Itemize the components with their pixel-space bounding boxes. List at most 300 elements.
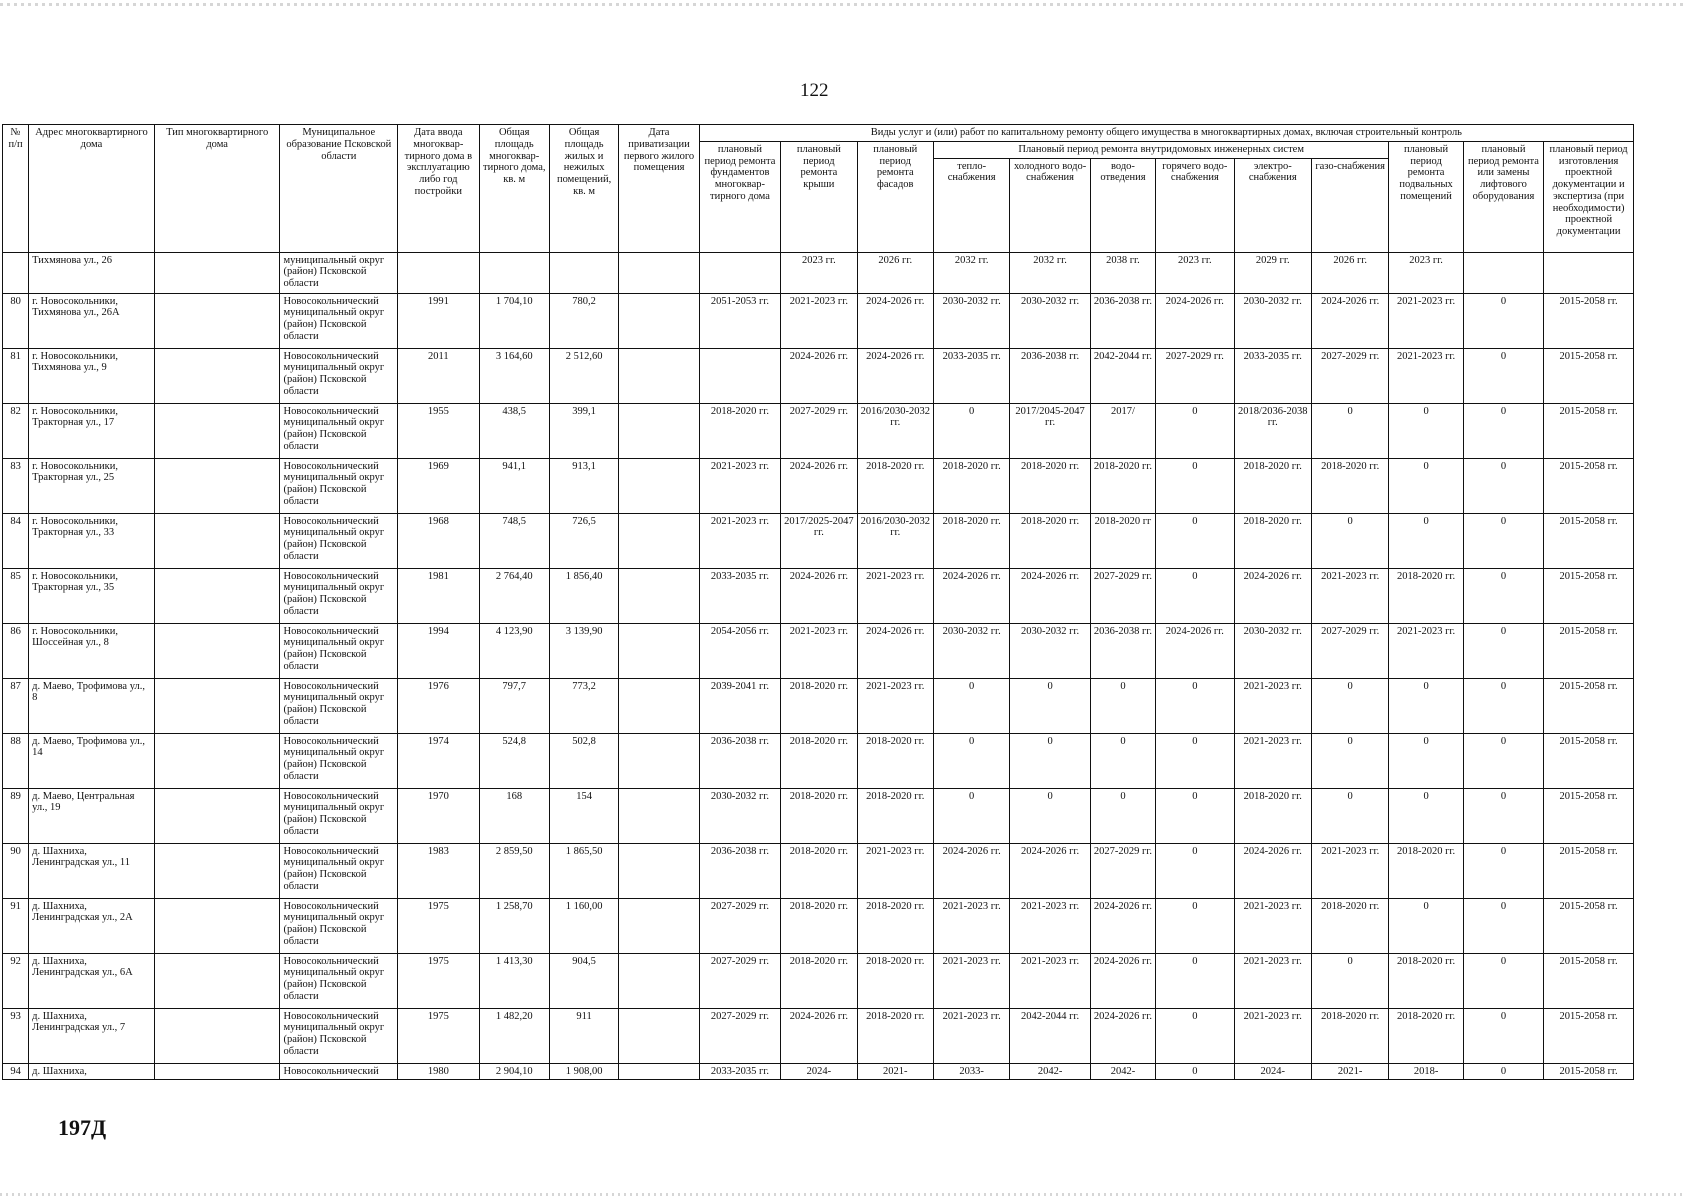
roof-cell: 2024-2026 гг. [781,568,857,623]
roof-cell: 2021-2023 гг. [781,293,857,348]
row-number: 85 [3,568,29,623]
elevator-cell [1463,252,1543,293]
address-cell: г. Новосокольники, Тракторная ул., 17 [29,403,155,458]
foundation-cell: 2033-2035 гг. [699,568,780,623]
design-docs-cell: 2015-2058 гг. [1544,733,1634,788]
foundation-cell: 2027-2029 гг. [699,898,780,953]
header-gas: газо-снабжения [1311,158,1388,252]
address-cell: г. Новосокольники, Тракторная ул., 25 [29,458,155,513]
hot-water-cell: 0 [1156,843,1234,898]
table-row [3,458,1634,513]
living-area-cell: 1 856,40 [549,568,618,623]
total-area-cell [479,252,549,293]
sewer-cell: 2018-2020 гг. [1090,458,1155,513]
total-area-cell: 4 123,90 [479,623,549,678]
roof-cell: 2018-2020 гг. [781,898,857,953]
foundation-cell: 2021-2023 гг. [699,458,780,513]
electric-cell: 2018-2020 гг. [1234,788,1311,843]
table-header [3,125,1634,253]
sewer-cell: 2042- [1090,1063,1155,1080]
type-cell [154,1063,280,1080]
facade-cell: 2024-2026 гг. [857,293,933,348]
hot-water-cell: 2023 гг. [1156,252,1234,293]
address-cell: г. Новосокольники, Тихмянова ул., 26А [29,293,155,348]
roof-cell: 2023 гг. [781,252,857,293]
elevator-cell: 0 [1463,1063,1543,1080]
address-cell: д. Маево, Трофимова ул., 14 [29,733,155,788]
elevator-cell: 0 [1463,1008,1543,1063]
foundation-cell: 2033-2035 гг. [699,1063,780,1080]
electric-cell: 2033-2035 гг. [1234,348,1311,403]
address-cell: д. Маево, Трофимова ул., 8 [29,678,155,733]
living-area-cell: 502,8 [549,733,618,788]
cold-water-cell: 2018-2020 гг. [1010,513,1090,568]
row-number: 90 [3,843,29,898]
design-docs-cell: 2015-2058 гг. [1544,1008,1634,1063]
elevator-cell: 0 [1463,953,1543,1008]
table-body [3,252,1634,1080]
table-row [3,953,1634,1008]
sewer-cell: 2038 гг. [1090,252,1155,293]
privatization-date-cell [619,678,699,733]
elevator-cell: 0 [1463,733,1543,788]
cold-water-cell: 2017/2045-2047 гг. [1010,403,1090,458]
gas-cell: 0 [1311,953,1388,1008]
type-cell [154,733,280,788]
gas-cell: 0 [1311,788,1388,843]
roof-cell: 2018-2020 гг. [781,733,857,788]
header-total-area: Общая площадь многоквар-тирного дома, кв. м [479,125,549,253]
design-docs-cell: 2015-2058 гг. [1544,348,1634,403]
basement-cell: 2021-2023 гг. [1389,623,1463,678]
commission-date-cell: 1968 [398,513,479,568]
table-row [3,513,1634,568]
facade-cell: 2024-2026 гг. [857,348,933,403]
electric-cell: 2018-2020 гг. [1234,458,1311,513]
gas-cell: 2018-2020 гг. [1311,898,1388,953]
municipality-cell: Новосокольнический муниципальный округ (район) Псковской области [280,898,398,953]
cold-water-cell: 2042- [1010,1063,1090,1080]
living-area-cell: 773,2 [549,678,618,733]
facade-cell: 2021-2023 гг. [857,568,933,623]
row-number: 83 [3,458,29,513]
basement-cell: 0 [1389,678,1463,733]
design-docs-cell: 2015-2058 гг. [1544,843,1634,898]
total-area-cell: 797,7 [479,678,549,733]
hot-water-cell: 0 [1156,458,1234,513]
elevator-cell: 0 [1463,403,1543,458]
hot-water-cell: 0 [1156,953,1234,1008]
table-row [3,1063,1634,1080]
gas-cell: 2018-2020 гг. [1311,1008,1388,1063]
type-cell [154,788,280,843]
privatization-date-cell [619,1008,699,1063]
cold-water-cell: 0 [1010,678,1090,733]
foundation-cell: 2018-2020 гг. [699,403,780,458]
sewer-cell: 2024-2026 гг. [1090,898,1155,953]
row-number: 93 [3,1008,29,1063]
heat-cell: 2021-2023 гг. [933,898,1009,953]
commission-date-cell: 1969 [398,458,479,513]
hot-water-cell: 0 [1156,568,1234,623]
municipality-cell: Новосокольнический муниципальный округ (район) Псковской области [280,843,398,898]
facade-cell: 2026 гг. [857,252,933,293]
gas-cell: 2021-2023 гг. [1311,843,1388,898]
municipality-cell: муниципальный округ (район) Псковской области [280,252,398,293]
cold-water-cell: 2024-2026 гг. [1010,843,1090,898]
scan-edge-bottom [0,1193,1686,1196]
address-cell: г. Новосокольники, Тракторная ул., 33 [29,513,155,568]
row-number: 81 [3,348,29,403]
row-number: 86 [3,623,29,678]
row-number [3,252,29,293]
privatization-date-cell [619,1063,699,1080]
type-cell [154,403,280,458]
header-hot-water: горячего водо-снабжения [1156,158,1234,252]
address-cell: д. Шахниха, Ленинградская ул., 2А [29,898,155,953]
commission-date-cell: 1981 [398,568,479,623]
electric-cell: 2018-2020 гг. [1234,513,1311,568]
scan-edge-top [0,3,1686,6]
sewer-cell: 2027-2029 гг. [1090,568,1155,623]
facade-cell: 2018-2020 гг. [857,733,933,788]
total-area-cell: 2 904,10 [479,1063,549,1080]
type-cell [154,568,280,623]
foundation-cell: 2054-2056 гг. [699,623,780,678]
heat-cell: 2018-2020 гг. [933,513,1009,568]
total-area-cell: 438,5 [479,403,549,458]
facade-cell: 2018-2020 гг. [857,953,933,1008]
gas-cell: 2026 гг. [1311,252,1388,293]
design-docs-cell: 2015-2058 гг. [1544,458,1634,513]
basement-cell: 2018-2020 гг. [1389,953,1463,1008]
table-row [3,293,1634,348]
gas-cell: 2024-2026 гг. [1311,293,1388,348]
municipality-cell: Новосокольнический муниципальный округ (район) Псковской области [280,513,398,568]
hot-water-cell: 0 [1156,788,1234,843]
type-cell [154,678,280,733]
living-area-cell: 1 865,50 [549,843,618,898]
elevator-cell: 0 [1463,843,1543,898]
hot-water-cell: 2024-2026 гг. [1156,623,1234,678]
address-cell: г. Новосокольники, Тихмянова ул., 9 [29,348,155,403]
sewer-cell: 2024-2026 гг. [1090,953,1155,1008]
living-area-cell: 3 139,90 [549,623,618,678]
municipality-cell: Новосокольнический муниципальный округ (район) Псковской области [280,568,398,623]
commission-date-cell: 1983 [398,843,479,898]
gas-cell: 2021-2023 гг. [1311,568,1388,623]
living-area-cell: 904,5 [549,953,618,1008]
roof-cell: 2021-2023 гг. [781,623,857,678]
commission-date-cell [398,252,479,293]
electric-cell: 2024- [1234,1063,1311,1080]
page-number: 122 [800,80,829,101]
privatization-date-cell [619,788,699,843]
header-systems-group: Плановый период ремонта внутридомовых инженерных систем [933,141,1388,158]
heat-cell: 2021-2023 гг. [933,953,1009,1008]
roof-cell: 2024-2026 гг. [781,1008,857,1063]
type-cell [154,623,280,678]
header-commission-date: Дата ввода многоквар-тирного дома в эксплуатацию либо год постройки [398,125,479,253]
commission-date-cell: 1976 [398,678,479,733]
electric-cell: 2018/2036-2038 гг. [1234,403,1311,458]
commission-date-cell: 1994 [398,623,479,678]
row-number: 82 [3,403,29,458]
gas-cell: 0 [1311,678,1388,733]
living-area-cell: 913,1 [549,458,618,513]
gas-cell: 0 [1311,733,1388,788]
heat-cell: 2021-2023 гг. [933,1008,1009,1063]
heat-cell: 2030-2032 гг. [933,293,1009,348]
cold-water-cell: 2024-2026 гг. [1010,568,1090,623]
municipality-cell: Новосокольнический муниципальный округ (район) Псковской области [280,293,398,348]
cold-water-cell: 0 [1010,733,1090,788]
elevator-cell: 0 [1463,513,1543,568]
commission-date-cell: 1980 [398,1063,479,1080]
table-row [3,843,1634,898]
privatization-date-cell [619,623,699,678]
table-row [3,403,1634,458]
sewer-cell: 2027-2029 гг. [1090,843,1155,898]
municipality-cell: Новосокольнический муниципальный округ (район) Псковской области [280,458,398,513]
municipality-cell: Новосокольнический муниципальный округ (район) Псковской области [280,788,398,843]
header-municipality: Муниципальное образование Псковской области [280,125,398,253]
header-services-group: Виды услуг и (или) работ по капитальному ремонту общего имущества в многоквартирных домах, включая строительный контроль [699,125,1633,142]
roof-cell: 2017/2025-2047 гг. [781,513,857,568]
electric-cell: 2021-2023 гг. [1234,678,1311,733]
privatization-date-cell [619,458,699,513]
header-elevator: плановый период ремонта или замены лифтового оборудования [1463,141,1543,252]
municipality-cell: Новосокольнический муниципальный округ (район) Псковской области [280,348,398,403]
gas-cell: 2018-2020 гг. [1311,458,1388,513]
gas-cell: 2027-2029 гг. [1311,623,1388,678]
commission-date-cell: 1970 [398,788,479,843]
header-type: Тип многоквартирного дома [154,125,280,253]
elevator-cell: 0 [1463,788,1543,843]
commission-date-cell: 1955 [398,403,479,458]
total-area-cell: 3 164,60 [479,348,549,403]
design-docs-cell: 2015-2058 гг. [1544,788,1634,843]
design-docs-cell: 2015-2058 гг. [1544,568,1634,623]
heat-cell: 0 [933,403,1009,458]
design-docs-cell: 2015-2058 гг. [1544,623,1634,678]
address-cell: г. Новосокольники, Тракторная ул., 35 [29,568,155,623]
table-row [3,678,1634,733]
facade-cell: 2024-2026 гг. [857,623,933,678]
heat-cell: 0 [933,788,1009,843]
facade-cell: 2021-2023 гг. [857,678,933,733]
cold-water-cell: 0 [1010,788,1090,843]
living-area-cell: 154 [549,788,618,843]
living-area-cell: 1 160,00 [549,898,618,953]
basement-cell: 2018-2020 гг. [1389,568,1463,623]
heat-cell: 2024-2026 гг. [933,843,1009,898]
address-cell: д. Маево, Центральная ул., 19 [29,788,155,843]
municipality-cell: Новосокольнический муниципальный округ (район) Псковской области [280,953,398,1008]
basement-cell: 0 [1389,513,1463,568]
type-cell [154,293,280,348]
type-cell [154,898,280,953]
design-docs-cell: 2015-2058 гг. [1544,403,1634,458]
hot-water-cell: 2027-2029 гг. [1156,348,1234,403]
sewer-cell: 0 [1090,678,1155,733]
address-cell: д. Шахниха, Ленинградская ул., 6А [29,953,155,1008]
heat-cell: 2030-2032 гг. [933,623,1009,678]
header-living-area: Общая площадь жилых и нежилых помещений, кв. м [549,125,618,253]
facade-cell: 2018-2020 гг. [857,898,933,953]
design-docs-cell: 2015-2058 гг. [1544,953,1634,1008]
living-area-cell: 726,5 [549,513,618,568]
sewer-cell: 2018-2020 гг [1090,513,1155,568]
row-number: 80 [3,293,29,348]
living-area-cell: 1 908,00 [549,1063,618,1080]
foundation-cell: 2021-2023 гг. [699,513,780,568]
hot-water-cell: 2024-2026 гг. [1156,293,1234,348]
capital-repair-table [2,124,1634,1080]
cold-water-cell: 2021-2023 гг. [1010,898,1090,953]
sewer-cell: 0 [1090,733,1155,788]
table-row [3,898,1634,953]
hot-water-cell: 0 [1156,1008,1234,1063]
basement-cell: 0 [1389,733,1463,788]
facade-cell: 2016/2030-2032 гг. [857,403,933,458]
electric-cell: 2024-2026 гг. [1234,568,1311,623]
basement-cell: 2021-2023 гг. [1389,348,1463,403]
total-area-cell: 941,1 [479,458,549,513]
electric-cell: 2021-2023 гг. [1234,953,1311,1008]
total-area-cell: 2 764,40 [479,568,549,623]
municipality-cell: Новосокольнический муниципальный округ (район) Псковской области [280,403,398,458]
facade-cell: 2018-2020 гг. [857,1008,933,1063]
total-area-cell: 2 859,50 [479,843,549,898]
electric-cell: 2030-2032 гг. [1234,623,1311,678]
living-area-cell: 780,2 [549,293,618,348]
municipality-cell: Новосокольнический муниципальный округ (район) Псковской области [280,678,398,733]
header-electric: электро-снабжения [1234,158,1311,252]
municipality-cell: Новосокольнический муниципальный округ (район) Псковской области [280,1008,398,1063]
header-num: № п/п [3,125,29,253]
design-docs-cell: 2015-2058 гг. [1544,1063,1634,1080]
design-docs-cell: 2015-2058 гг. [1544,293,1634,348]
sewer-cell: 2017/ [1090,403,1155,458]
header-roof: плановый период ремонта крыши [781,141,857,252]
foundation-cell: 2036-2038 гг. [699,733,780,788]
total-area-cell: 1 413,30 [479,953,549,1008]
roof-cell: 2024-2026 гг. [781,348,857,403]
sewer-cell: 2036-2038 гг. [1090,623,1155,678]
hot-water-cell: 0 [1156,678,1234,733]
privatization-date-cell [619,953,699,1008]
heat-cell: 2024-2026 гг. [933,568,1009,623]
hot-water-cell: 0 [1156,898,1234,953]
header-heat: тепло-снабжения [933,158,1009,252]
municipality-cell: Новосокольнический муниципальный округ (район) Псковской области [280,733,398,788]
basement-cell: 2018-2020 гг. [1389,1008,1463,1063]
total-area-cell: 748,5 [479,513,549,568]
row-number: 91 [3,898,29,953]
privatization-date-cell [619,513,699,568]
foundation-cell: 2036-2038 гг. [699,843,780,898]
row-number: 87 [3,678,29,733]
foundation-cell: 2039-2041 гг. [699,678,780,733]
foundation-cell: 2027-2029 гг. [699,953,780,1008]
privatization-date-cell [619,293,699,348]
living-area-cell: 399,1 [549,403,618,458]
sewer-cell: 2042-2044 гг. [1090,348,1155,403]
commission-date-cell: 1975 [398,953,479,1008]
commission-date-cell: 1974 [398,733,479,788]
facade-cell: 2021-2023 гг. [857,843,933,898]
row-number: 88 [3,733,29,788]
facade-cell: 2018-2020 гг. [857,788,933,843]
privatization-date-cell [619,348,699,403]
privatization-date-cell [619,733,699,788]
hot-water-cell: 0 [1156,513,1234,568]
header-address: Адрес многоквартирного дома [29,125,155,253]
address-cell: д. Шахниха, Ленинградская ул., 11 [29,843,155,898]
foundation-cell: 2027-2029 гг. [699,1008,780,1063]
roof-cell: 2018-2020 гг. [781,843,857,898]
cold-water-cell: 2018-2020 гг. [1010,458,1090,513]
table-row [3,252,1634,293]
design-docs-cell: 2015-2058 гг. [1544,678,1634,733]
gas-cell: 2027-2029 гг. [1311,348,1388,403]
heat-cell: 2018-2020 гг. [933,458,1009,513]
electric-cell: 2021-2023 гг. [1234,898,1311,953]
roof-cell: 2024-2026 гг. [781,458,857,513]
gas-cell: 2021- [1311,1063,1388,1080]
living-area-cell: 2 512,60 [549,348,618,403]
total-area-cell: 1 482,20 [479,1008,549,1063]
hot-water-cell: 0 [1156,733,1234,788]
header-privatization-date: Дата приватизации первого жилого помещения [619,125,699,253]
elevator-cell: 0 [1463,623,1543,678]
elevator-cell: 0 [1463,458,1543,513]
commission-date-cell: 2011 [398,348,479,403]
heat-cell: 0 [933,733,1009,788]
cold-water-cell: 2030-2032 гг. [1010,293,1090,348]
heat-cell: 2033-2035 гг. [933,348,1009,403]
living-area-cell [549,252,618,293]
foundation-cell [699,252,780,293]
heat-cell: 2033- [933,1063,1009,1080]
type-cell [154,458,280,513]
cold-water-cell: 2021-2023 гг. [1010,953,1090,1008]
cold-water-cell: 2036-2038 гг. [1010,348,1090,403]
type-cell [154,348,280,403]
document-code: 197Д [58,1115,107,1140]
row-number: 84 [3,513,29,568]
header-basement: плановый период ремонта подвальных помещений [1389,141,1463,252]
roof-cell: 2018-2020 гг. [781,678,857,733]
sewer-cell: 2036-2038 гг. [1090,293,1155,348]
basement-cell: 0 [1389,898,1463,953]
foundation-cell [699,348,780,403]
facade-cell: 2018-2020 гг. [857,458,933,513]
row-number: 94 [3,1063,29,1080]
roof-cell: 2027-2029 гг. [781,403,857,458]
type-cell [154,843,280,898]
electric-cell: 2024-2026 гг. [1234,843,1311,898]
header-sewer: водо-отведения [1090,158,1155,252]
basement-cell: 0 [1389,458,1463,513]
address-cell: Тихмянова ул., 26 [29,252,155,293]
table-row [3,623,1634,678]
table-row [3,788,1634,843]
privatization-date-cell [619,843,699,898]
privatization-date-cell [619,568,699,623]
hot-water-cell: 0 [1156,403,1234,458]
